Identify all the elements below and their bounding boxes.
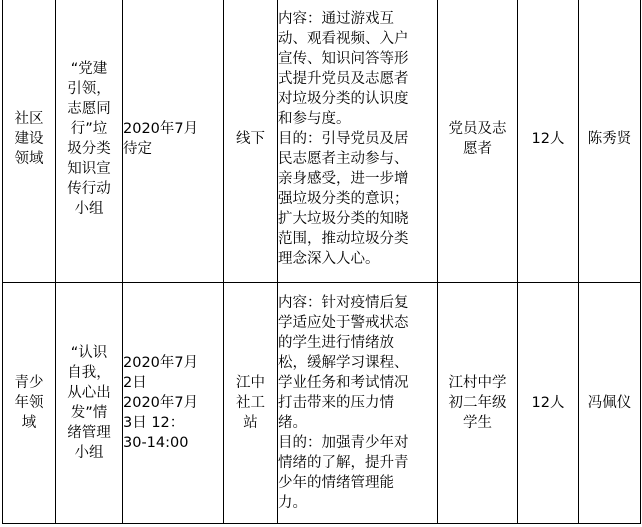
table-row <box>3 0 641 283</box>
date-cell: 2020年7月 待定 <box>123 0 224 283</box>
area-cell: 社区 建设 领域 <box>3 0 56 283</box>
description-cell: 内容：通过游戏互 动、观看视频、入户 宣传、知识问答等形 式提升党员及志愿者 对垃圾分类的认识度 和参与度。 目的：引导党员及居 民志愿者主动参与、 亲身感受，进一步增 强垃圾分类的意识； 扩大垃圾分类的知晓 范围，推动垃圾分类 理念深入人心。 <box>278 0 438 283</box>
project-name-cell: “党建 引领， 志愿同 行”垃 圾分类 知识宣 传行动 小组 <box>56 0 123 283</box>
leader-cell: 陈秀贤 <box>579 0 641 283</box>
activity-table <box>2 0 641 524</box>
location-cell: 江中 社工 站 <box>224 283 278 524</box>
table-row <box>3 283 641 524</box>
area-cell: 青少 年领 域 <box>3 283 56 524</box>
participant-count-cell: 12人 <box>518 0 579 283</box>
leader-cell: 冯佩仪 <box>579 283 641 524</box>
target-group-cell: 江村中学 初二年级 学生 <box>438 283 518 524</box>
project-name-cell: “认识 自我， 从心出 发”情 绪管理 小组 <box>56 283 123 524</box>
description-cell: 内容：针对疫情后复 学适应处于警戒状态 的学生进行情绪放 松，缓解学习课程、 学业任务和考试情况 打击带来的压力情 绪。 目的：加强青少年对 情绪的了解，提升青 少年的情绪管理能 力。 <box>278 283 438 524</box>
target-group-cell: 党员及志 愿者 <box>438 0 518 283</box>
participant-count-cell: 12人 <box>518 283 579 524</box>
date-cell: 2020年7月 2日 2020年7月 3日 12： 30-14:00 <box>123 283 224 524</box>
location-cell: 线下 <box>224 0 278 283</box>
